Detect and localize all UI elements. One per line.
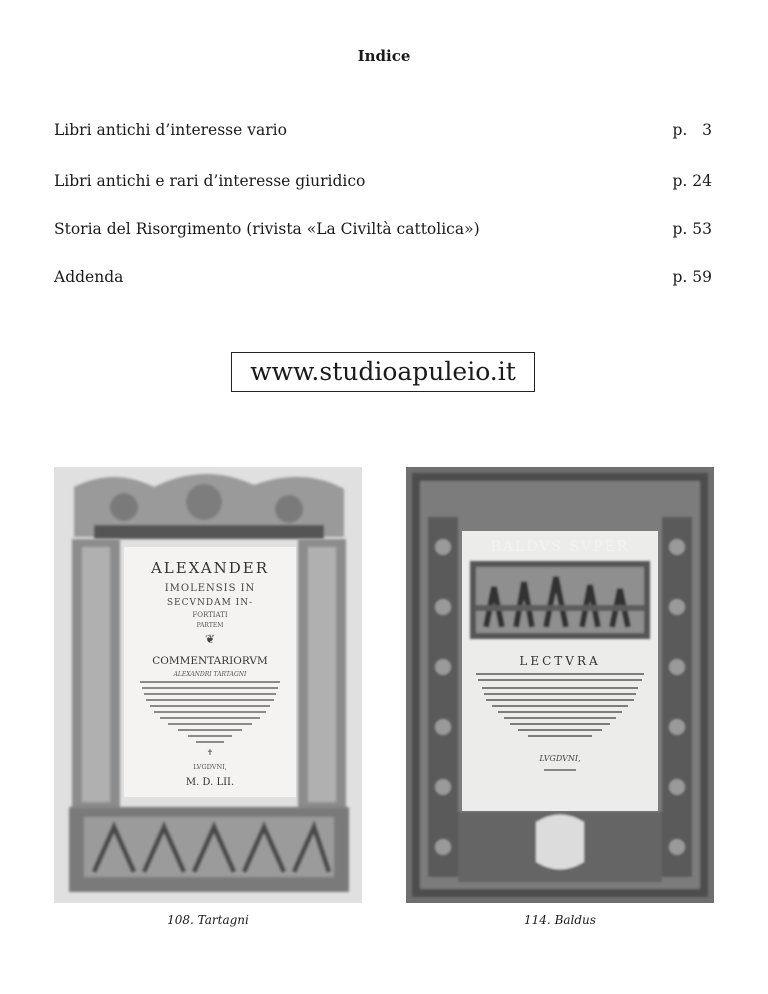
svg-text:✝: ✝ (206, 748, 214, 757)
title-page-image (54, 467, 362, 903)
toc-entry-label: Libri antichi d’interesse vario (54, 121, 287, 139)
toc-entry-page: p. 24 (672, 172, 712, 190)
toc-entry-label: Storia del Risorgimento (rivista «La Civiltà cattolica») (54, 220, 480, 238)
plate-title-line: PARTEM (196, 622, 224, 629)
title-page-image (406, 467, 714, 903)
plate-title-line: SECVNDAM IN- (166, 598, 254, 608)
toc-entry (54, 170, 712, 192)
plate-title-line: ALEXANDER (150, 559, 270, 577)
plate-title-line: COMMENTARIORVM (152, 655, 268, 667)
plate-title-line: LECTVRA (519, 654, 601, 668)
plate-title-line: M. D. LII. (185, 777, 235, 788)
plate-title-line: ALEXANDRI TARTAGNI (173, 671, 247, 678)
toc-entry (54, 266, 712, 288)
plate-title-line: BALDVS SVPER (490, 539, 630, 555)
plate-title-line: FORTIATI (192, 611, 228, 619)
toc-entry-label: Addenda (54, 268, 124, 286)
image-caption: 114. Baldus (524, 913, 596, 927)
toc-entry (54, 218, 712, 240)
toc-entry-page: p. 3 (672, 121, 712, 139)
toc-entry (54, 119, 712, 141)
plate-title-line: IMOLENSIS IN (164, 583, 256, 594)
website-link[interactable]: www.studioapuleio.it (231, 352, 535, 392)
toc-entry-page: p. 53 (672, 220, 712, 238)
plate-title-line: LVGDVNI, (193, 763, 227, 771)
image-caption: 108. Tartagni (167, 913, 249, 927)
book-plate-baldus (406, 467, 714, 903)
toc-entry-label: Libri antichi e rari d’interesse giuridico (54, 172, 366, 190)
book-plate-tartagni (54, 467, 362, 903)
svg-text:❦: ❦ (204, 632, 216, 646)
page-title: Indice (357, 47, 411, 65)
toc-entry-page: p. 59 (672, 268, 712, 286)
plate-title-line: LVGDVNI, (539, 754, 581, 763)
